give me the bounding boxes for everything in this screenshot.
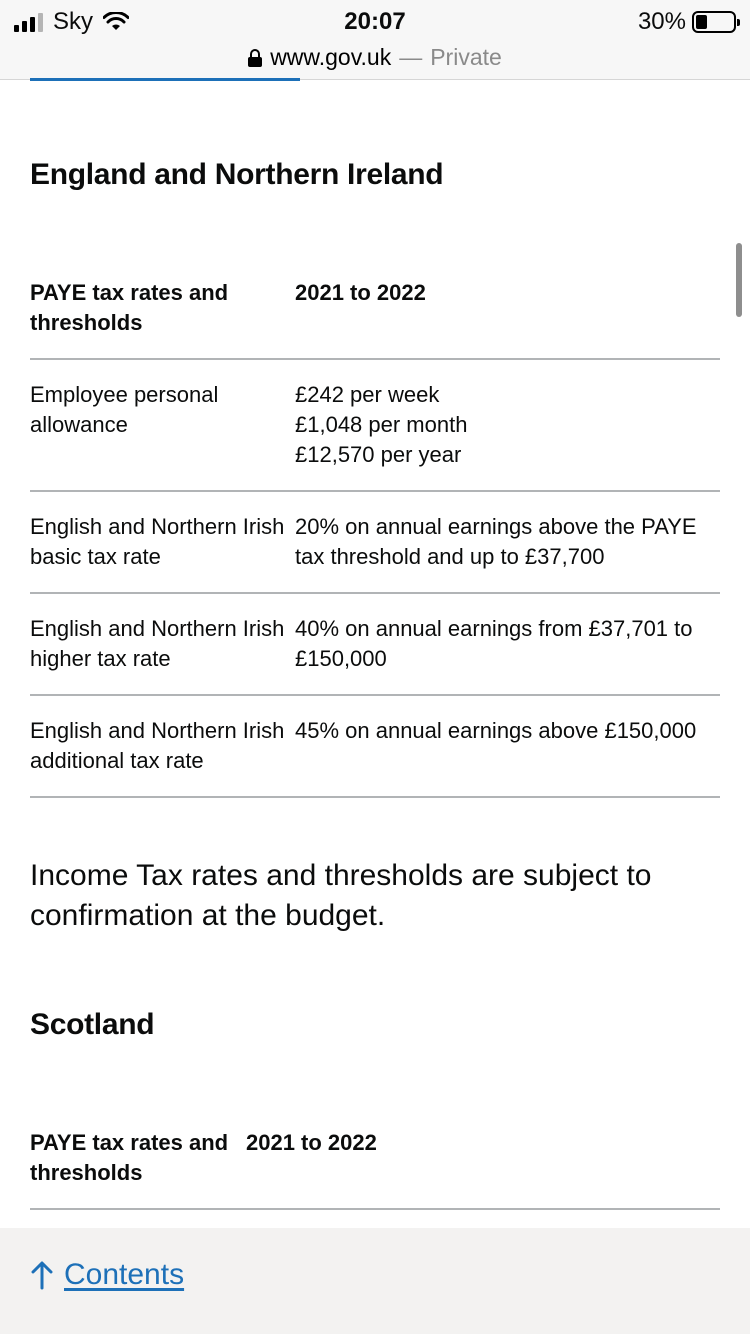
tax-table-scotland	[30, 1128, 720, 1210]
url-text: www.gov.uk	[270, 44, 392, 70]
section-heading-england: England and Northern Ireland	[30, 158, 444, 191]
contents-link-label: Contents	[64, 1258, 185, 1291]
row-label: English and Northern Irish additional tax rate	[30, 718, 285, 773]
value-yearly: £12,570 per year	[295, 442, 462, 467]
column-header-year: 2021 to 2022	[246, 1130, 377, 1155]
up-arrow-icon	[30, 1260, 54, 1290]
clock: 20:07	[344, 8, 406, 35]
private-mode-label: Private	[430, 44, 502, 70]
row-label: Employee personal allowance	[30, 382, 219, 437]
carrier-name: Sky	[53, 8, 94, 35]
table-row	[30, 696, 720, 798]
scrollbar[interactable]	[736, 243, 742, 317]
row-value	[295, 380, 720, 490]
table-row	[30, 360, 720, 492]
value-monthly: £1,048 per month	[295, 412, 468, 437]
contents-link[interactable]	[30, 1258, 184, 1292]
section-heading-scotland: Scotland	[30, 1008, 155, 1041]
lock-icon	[248, 49, 262, 67]
table-row	[30, 492, 720, 594]
tax-table-england	[30, 278, 720, 798]
row-value: 45% on annual earnings above £150,000	[295, 718, 697, 743]
battery-percentage: 30%	[637, 8, 686, 35]
table-header	[30, 1128, 720, 1210]
budget-note: Income Tax rates and thresholds are subject to confirmation at the budget.	[30, 859, 652, 932]
contents-bar	[0, 1228, 750, 1334]
url-separator: —	[399, 44, 423, 70]
column-header-thresholds: PAYE tax rates and thresholds	[30, 280, 229, 335]
row-value: 20% on annual earnings above the PAYE tax threshold and up to £37,700	[295, 514, 697, 569]
row-label: English and Northern Irish basic tax rate	[30, 514, 285, 569]
value-weekly: £242 per week	[295, 382, 440, 407]
column-header-year: 2021 to 2022	[295, 280, 426, 305]
section-divider	[30, 78, 300, 81]
table-header	[30, 278, 720, 360]
battery-icon	[692, 11, 736, 33]
address-bar[interactable]	[0, 36, 750, 80]
row-label: English and Northern Irish higher tax rate	[30, 616, 285, 671]
table-row	[30, 594, 720, 696]
column-header-thresholds: PAYE tax rates and thresholds	[30, 1130, 229, 1185]
status-right	[638, 8, 736, 36]
row-value: 40% on annual earnings from £37,701 to £150,000	[295, 616, 693, 671]
